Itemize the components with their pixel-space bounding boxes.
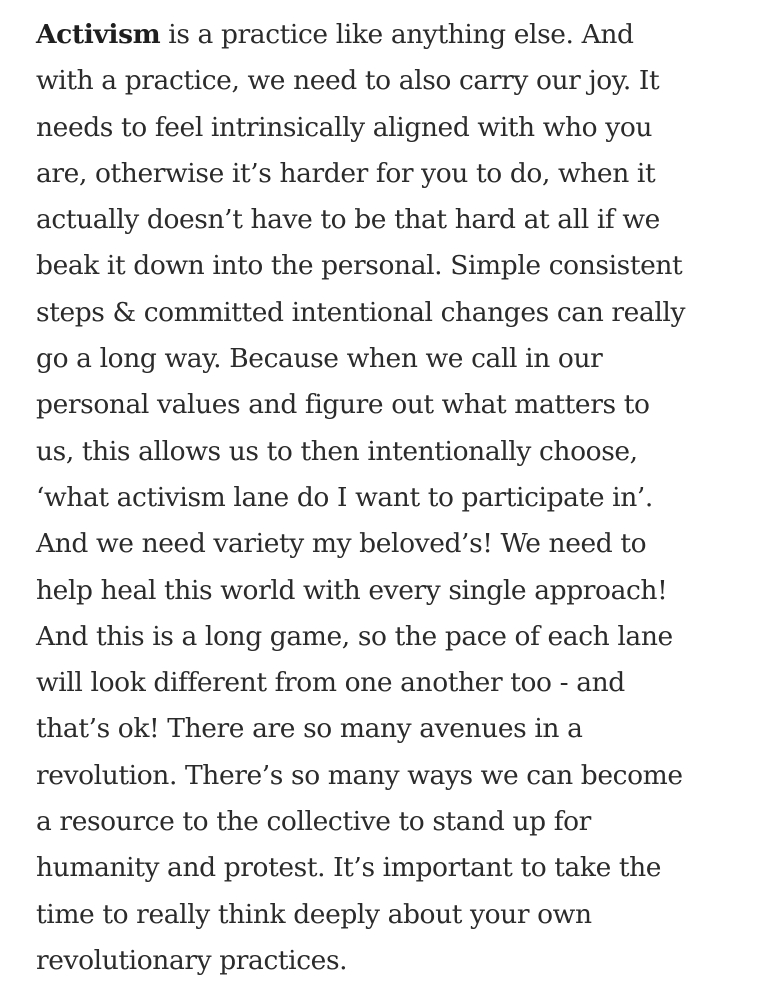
text-line: ‘what activism lane do I want to participate in’. xyxy=(36,481,653,513)
text-line: steps & committed intentional changes can really xyxy=(36,296,686,328)
text-line: with a practice, we need to also carry our joy. It xyxy=(36,65,660,97)
text-line: personal values and figure out what matters to xyxy=(36,389,650,421)
lead-word: Activism xyxy=(36,19,161,50)
text-line: are, otherwise it’s harder for you to do, when it xyxy=(36,157,656,189)
text-line: And this is a long game, so the pace of each lane xyxy=(36,620,673,652)
text-line xyxy=(36,12,736,58)
text-line: needs to feel intrinsically aligned with who you xyxy=(36,111,653,143)
text-line: revolutionary practices. xyxy=(36,944,348,976)
text-line: humanity and protest. It’s important to take the xyxy=(36,852,662,884)
text-line-segment: is a practice like anything else. And xyxy=(160,19,634,50)
text-line: revolution. There’s so many ways we can become xyxy=(36,759,683,791)
text-line: beak it down into the personal. Simple consistent xyxy=(36,250,683,282)
text-line: us, this allows us to then intentionally choose, xyxy=(36,435,638,467)
text-line: a resource to the collective to stand up for xyxy=(36,806,591,838)
text-line: time to really think deeply about your own xyxy=(36,898,592,930)
text-line: actually doesn’t have to be that hard at all if we xyxy=(36,204,660,236)
text-line: that’s ok! There are so many avenues in a xyxy=(36,713,583,745)
article-body xyxy=(36,12,736,984)
paragraph xyxy=(36,12,736,984)
text-line: And we need variety my beloved’s! We need to xyxy=(36,528,647,560)
text-line: help heal this world with every single approach! xyxy=(36,574,668,606)
text-line: go a long way. Because when we call in our xyxy=(36,343,603,375)
text-line: will look different from one another too - and xyxy=(36,667,625,699)
